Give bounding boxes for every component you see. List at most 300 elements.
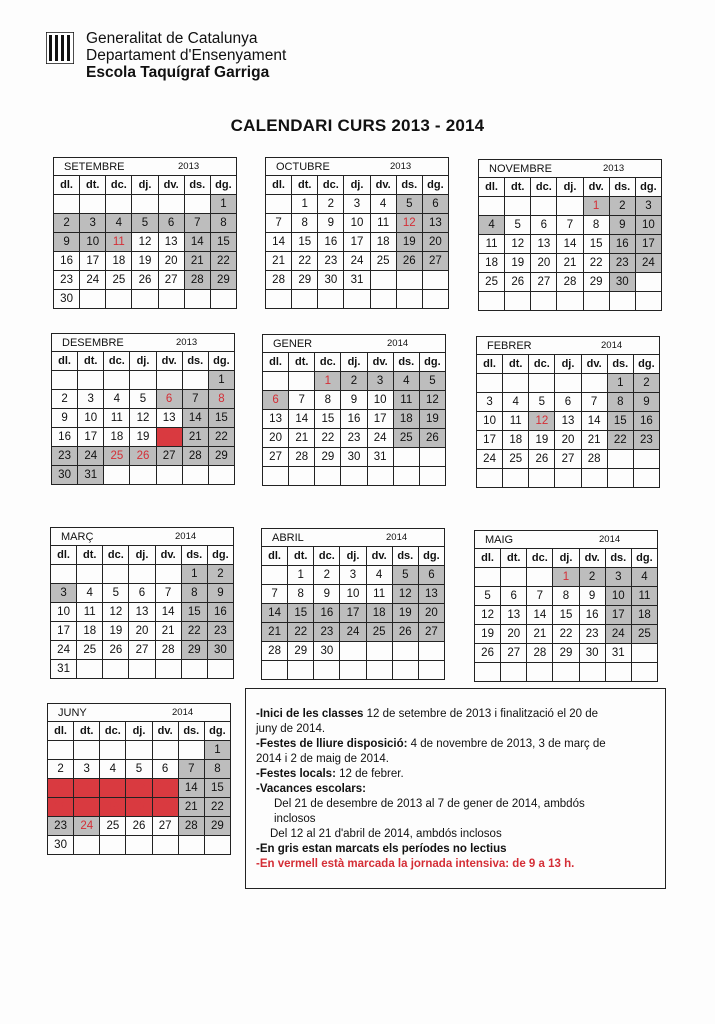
day-cell: 11: [77, 603, 103, 622]
empty-day-cell: [635, 292, 661, 311]
day-cell: 25: [393, 429, 419, 448]
weekday-header: dc.: [318, 176, 344, 195]
school-name: Escola Taquígraf Garriga: [86, 64, 270, 81]
empty-day-cell: [529, 374, 555, 393]
day-cell: 19: [130, 428, 156, 447]
day-cell: 17: [477, 431, 503, 450]
weekday-header: dt.: [288, 547, 314, 566]
week-row: [477, 431, 660, 450]
day-cell: 16: [341, 410, 367, 429]
empty-day-cell: [103, 565, 129, 584]
day-cell: 13: [418, 585, 444, 604]
empty-day-cell: [631, 663, 657, 682]
empty-day-cell: [52, 371, 78, 390]
day-cell: 3: [605, 568, 631, 587]
day-cell: 15: [288, 604, 314, 623]
weekday-header: dc.: [106, 176, 132, 195]
day-cell: 22: [607, 431, 633, 450]
empty-day-cell: [501, 568, 527, 587]
empty-day-cell: [475, 663, 501, 682]
day-cell: 14: [557, 235, 583, 254]
calendar-notes: [245, 688, 666, 889]
week-row: [479, 292, 662, 311]
empty-day-cell: [104, 371, 130, 390]
weekday-header: dg.: [631, 549, 657, 568]
day-cell: 9: [633, 393, 659, 412]
empty-day-cell: [132, 195, 158, 214]
empty-day-cell: [184, 290, 210, 309]
day-cell: 26: [505, 273, 531, 292]
note-grey-legend: -En gris estan marcats els períodes no lectius: [256, 843, 507, 855]
empty-day-cell: [155, 565, 181, 584]
empty-day-cell: [106, 290, 132, 309]
day-cell: 16: [54, 252, 80, 271]
day-cell: 27: [555, 450, 581, 469]
day-cell: 14: [178, 779, 204, 798]
org-line-1: Generalitat de Catalunya: [86, 30, 258, 47]
day-cell: 17: [344, 233, 370, 252]
day-cell: 23: [633, 431, 659, 450]
day-cell: 17: [51, 622, 77, 641]
day-cell: 22: [208, 428, 234, 447]
weekday-header-row: [54, 176, 237, 195]
day-cell: 9: [54, 233, 80, 252]
week-row: [52, 447, 235, 466]
day-cell: 1: [204, 741, 230, 760]
day-cell: 28: [557, 273, 583, 292]
calendar-gener: [262, 334, 446, 486]
empty-day-cell: [393, 448, 419, 467]
calendar-maig: [474, 530, 658, 682]
month-header: [47, 703, 231, 722]
week-row: [263, 429, 446, 448]
day-cell: 17: [340, 604, 366, 623]
empty-day-cell: [184, 195, 210, 214]
day-cell: 16: [52, 428, 78, 447]
day-cell: 18: [479, 254, 505, 273]
day-cell: 24: [367, 429, 393, 448]
day-cell: 17: [605, 606, 631, 625]
day-cell: 26: [392, 623, 418, 642]
week-row: [266, 252, 449, 271]
week-row: [266, 233, 449, 252]
day-cell: 6: [418, 566, 444, 585]
day-cell: 31: [605, 644, 631, 663]
day-cell: 12: [130, 409, 156, 428]
weekday-header-row: [51, 546, 234, 565]
weekday-header: dt.: [289, 353, 315, 372]
month-grid: [265, 175, 449, 309]
day-cell: 4: [106, 214, 132, 233]
day-cell: 24: [340, 623, 366, 642]
day-cell: 21: [262, 623, 288, 642]
day-cell: 2: [314, 566, 340, 585]
weekday-header: dl.: [262, 547, 288, 566]
day-cell: 4: [366, 566, 392, 585]
month-year: 2013: [176, 337, 198, 348]
day-cell: 5: [126, 760, 152, 779]
day-cell: 30: [318, 271, 344, 290]
weekday-header: dj.: [340, 547, 366, 566]
weekday-header: dt.: [77, 546, 103, 565]
month-year: 2014: [599, 534, 621, 545]
day-cell: 6: [129, 584, 155, 603]
day-cell: 24: [78, 447, 104, 466]
weekday-header: ds.: [184, 176, 210, 195]
day-cell: 10: [80, 233, 106, 252]
day-cell: 23: [48, 817, 74, 836]
week-row: [477, 374, 660, 393]
day-cell: 30: [579, 644, 605, 663]
week-row: [263, 448, 446, 467]
week-row: [51, 603, 234, 622]
week-row: [52, 428, 235, 447]
day-cell: 21: [178, 798, 204, 817]
weekday-header: dj.: [553, 549, 579, 568]
day-cell: 2: [48, 760, 74, 779]
week-row: [54, 214, 237, 233]
day-cell: 7: [581, 393, 607, 412]
calendar-desembre: [51, 333, 235, 485]
note-local-holidays: -Festes locals: 12 de febrer.: [256, 768, 404, 780]
weekday-header: ds.: [181, 546, 207, 565]
day-cell: 20: [501, 625, 527, 644]
month-name: NOVEMBRE: [489, 163, 552, 175]
day-cell: 23: [207, 622, 233, 641]
day-cell: 5: [392, 566, 418, 585]
week-row: [51, 660, 234, 679]
empty-day-cell: [631, 644, 657, 663]
empty-day-cell: [152, 836, 178, 855]
day-cell: 10: [477, 412, 503, 431]
empty-day-cell: [158, 195, 184, 214]
day-cell: 23: [609, 254, 635, 273]
day-cell: 9: [609, 216, 635, 235]
empty-day-cell: [527, 568, 553, 587]
month-name: DESEMBRE: [62, 337, 124, 349]
day-cell: 5: [505, 216, 531, 235]
day-cell: 27: [152, 817, 178, 836]
day-cell: 11: [104, 409, 130, 428]
month-year: 2014: [387, 338, 409, 349]
empty-day-cell: [262, 661, 288, 680]
day-cell: 12: [126, 779, 152, 798]
day-cell: 19: [103, 622, 129, 641]
day-cell: 17: [635, 235, 661, 254]
day-cell: 29: [583, 273, 609, 292]
month-grid: [262, 352, 446, 486]
week-row: [266, 271, 449, 290]
month-name: ABRIL: [272, 532, 304, 544]
week-row: [48, 779, 231, 798]
week-row: [479, 254, 662, 273]
week-row: [48, 798, 231, 817]
empty-day-cell: [155, 660, 181, 679]
day-cell: 3: [80, 214, 106, 233]
weekday-header: dg.: [210, 176, 236, 195]
empty-day-cell: [422, 290, 448, 309]
empty-day-cell: [366, 661, 392, 680]
empty-day-cell: [607, 469, 633, 488]
weekday-header: dl.: [266, 176, 292, 195]
day-cell: 13: [152, 779, 178, 798]
empty-day-cell: [266, 290, 292, 309]
month-name: GENER: [273, 338, 313, 350]
day-cell: 29: [208, 447, 234, 466]
day-cell: 22: [204, 798, 230, 817]
weekday-header: dg.: [633, 355, 659, 374]
week-row: [52, 466, 235, 485]
empty-day-cell: [77, 565, 103, 584]
day-cell: 24: [51, 641, 77, 660]
week-row: [52, 371, 235, 390]
empty-day-cell: [393, 467, 419, 486]
weekday-header: ds.: [396, 176, 422, 195]
empty-day-cell: [266, 195, 292, 214]
empty-day-cell: [130, 371, 156, 390]
day-cell: 18: [106, 252, 132, 271]
note-school-holidays: -Vacances escolars:: [256, 783, 366, 795]
week-row: [263, 467, 446, 486]
week-row: [475, 663, 658, 682]
day-cell: 30: [48, 836, 74, 855]
day-cell: 20: [418, 604, 444, 623]
week-row: [48, 836, 231, 855]
weekday-header: dv.: [155, 546, 181, 565]
day-cell: 26: [130, 447, 156, 466]
day-cell: 10: [635, 216, 661, 235]
week-row: [262, 585, 445, 604]
month-grid: [47, 721, 231, 855]
month-header: [262, 334, 446, 353]
day-cell: 1: [583, 197, 609, 216]
day-cell: 2: [341, 372, 367, 391]
empty-day-cell: [419, 448, 445, 467]
weekday-header: ds.: [178, 722, 204, 741]
month-name: MAIG: [485, 534, 514, 546]
empty-day-cell: [392, 642, 418, 661]
calendar-marc: [50, 527, 234, 679]
day-cell: 25: [366, 623, 392, 642]
weekday-header: dv.: [581, 355, 607, 374]
empty-day-cell: [581, 374, 607, 393]
day-cell: 2: [609, 197, 635, 216]
day-cell: 19: [529, 431, 555, 450]
day-cell: 23: [314, 623, 340, 642]
empty-day-cell: [475, 568, 501, 587]
day-cell: 26: [529, 450, 555, 469]
day-cell: 22: [553, 625, 579, 644]
empty-day-cell: [178, 836, 204, 855]
calendar-novembre: [478, 159, 662, 311]
day-cell: 23: [579, 625, 605, 644]
empty-day-cell: [263, 467, 289, 486]
week-row: [266, 214, 449, 233]
week-row: [475, 625, 658, 644]
day-cell: 29: [181, 641, 207, 660]
week-row: [266, 290, 449, 309]
empty-day-cell: [100, 836, 126, 855]
weekday-header: dt.: [78, 352, 104, 371]
empty-day-cell: [477, 374, 503, 393]
empty-day-cell: [156, 466, 182, 485]
day-cell: 14: [184, 233, 210, 252]
day-cell: 14: [182, 409, 208, 428]
month-name: SETEMBRE: [64, 161, 125, 173]
note-classes-start: -Inici de les classes 12 de setembre de 2013 i finalització el 20 de: [256, 708, 599, 720]
empty-day-cell: [74, 741, 100, 760]
day-cell: 9: [207, 584, 233, 603]
month-grid: [478, 177, 662, 311]
week-row: [51, 565, 234, 584]
month-grid: [261, 546, 445, 680]
weekday-header: ds.: [393, 353, 419, 372]
week-row: [51, 641, 234, 660]
week-row: [52, 390, 235, 409]
empty-day-cell: [129, 565, 155, 584]
day-cell: 21: [289, 429, 315, 448]
day-cell: 14: [289, 410, 315, 429]
day-cell: 13: [156, 409, 182, 428]
empty-day-cell: [505, 292, 531, 311]
day-cell: 5: [419, 372, 445, 391]
day-cell: 10: [51, 603, 77, 622]
day-cell: 20: [555, 431, 581, 450]
day-cell: 2: [579, 568, 605, 587]
day-cell: 18: [104, 428, 130, 447]
day-cell: 1: [607, 374, 633, 393]
month-header: [476, 336, 660, 355]
weekday-header: dv.: [583, 178, 609, 197]
week-row: [262, 623, 445, 642]
empty-day-cell: [479, 292, 505, 311]
day-cell: 1: [553, 568, 579, 587]
day-cell: 8: [292, 214, 318, 233]
weekday-header-row: [266, 176, 449, 195]
day-cell: 16: [318, 233, 344, 252]
empty-day-cell: [553, 663, 579, 682]
day-cell: 6: [156, 390, 182, 409]
weekday-header: dv.: [579, 549, 605, 568]
day-cell: 13: [158, 233, 184, 252]
day-cell: 9: [341, 391, 367, 410]
empty-day-cell: [555, 374, 581, 393]
weekday-header: dl.: [52, 352, 78, 371]
week-row: [475, 587, 658, 606]
day-cell: 18: [393, 410, 419, 429]
empty-day-cell: [531, 197, 557, 216]
day-cell: 7: [289, 391, 315, 410]
day-cell: 24: [635, 254, 661, 273]
weekday-header: dc.: [529, 355, 555, 374]
empty-day-cell: [635, 273, 661, 292]
day-cell: 11: [370, 214, 396, 233]
calendar-juny: [47, 703, 231, 855]
day-cell: 8: [204, 760, 230, 779]
month-year: 2013: [178, 161, 200, 172]
day-cell: 27: [156, 447, 182, 466]
day-cell: 1: [292, 195, 318, 214]
day-cell: 22: [181, 622, 207, 641]
day-cell: 22: [292, 252, 318, 271]
day-cell: 31: [344, 271, 370, 290]
day-cell: 14: [266, 233, 292, 252]
weekday-header: dj.: [126, 722, 152, 741]
week-row: [51, 622, 234, 641]
empty-day-cell: [210, 290, 236, 309]
weekday-header: dv.: [156, 352, 182, 371]
empty-day-cell: [503, 374, 529, 393]
day-cell: 13: [501, 606, 527, 625]
empty-day-cell: [527, 663, 553, 682]
day-cell: 18: [366, 604, 392, 623]
day-cell: 24: [80, 271, 106, 290]
weekday-header: dg.: [422, 176, 448, 195]
day-cell: 30: [54, 290, 80, 309]
empty-day-cell: [609, 292, 635, 311]
day-cell: 15: [292, 233, 318, 252]
calendar-octubre: [265, 157, 449, 309]
day-cell: 1: [210, 195, 236, 214]
day-cell: 7: [178, 760, 204, 779]
day-cell: 8: [208, 390, 234, 409]
empty-day-cell: [422, 271, 448, 290]
day-cell: 11: [503, 412, 529, 431]
day-cell: 3: [367, 372, 393, 391]
weekday-header-row: [477, 355, 660, 374]
week-row: [48, 760, 231, 779]
month-header: [265, 157, 449, 176]
day-cell: 18: [631, 606, 657, 625]
day-cell: 6: [263, 391, 289, 410]
empty-day-cell: [501, 663, 527, 682]
empty-day-cell: [505, 197, 531, 216]
weekday-header-row: [52, 352, 235, 371]
empty-day-cell: [607, 450, 633, 469]
empty-day-cell: [77, 660, 103, 679]
day-cell: 27: [418, 623, 444, 642]
week-row: [263, 372, 446, 391]
day-cell: 4: [479, 216, 505, 235]
day-cell: 8: [288, 585, 314, 604]
day-cell: 19: [392, 604, 418, 623]
weekday-header-row: [479, 178, 662, 197]
day-cell: 19: [505, 254, 531, 273]
day-cell: 31: [367, 448, 393, 467]
day-cell: 17: [74, 798, 100, 817]
day-cell: 6: [158, 214, 184, 233]
day-cell: 28: [155, 641, 181, 660]
day-cell: 3: [74, 760, 100, 779]
empty-day-cell: [605, 663, 631, 682]
catalan-flag-emblem-icon: [46, 32, 74, 64]
day-cell: 2: [54, 214, 80, 233]
weekday-header: dt.: [505, 178, 531, 197]
calendar-febrer: [476, 336, 660, 488]
weekday-header: dj.: [557, 178, 583, 197]
day-cell: 15: [553, 606, 579, 625]
day-cell: 11: [100, 779, 126, 798]
day-cell: 28: [182, 447, 208, 466]
weekday-header: dt.: [501, 549, 527, 568]
day-cell: 9: [579, 587, 605, 606]
weekday-header: dj.: [555, 355, 581, 374]
empty-day-cell: [418, 642, 444, 661]
month-name: OCTUBRE: [276, 161, 330, 173]
weekday-header: ds.: [609, 178, 635, 197]
day-cell: 16: [314, 604, 340, 623]
week-row: [477, 469, 660, 488]
